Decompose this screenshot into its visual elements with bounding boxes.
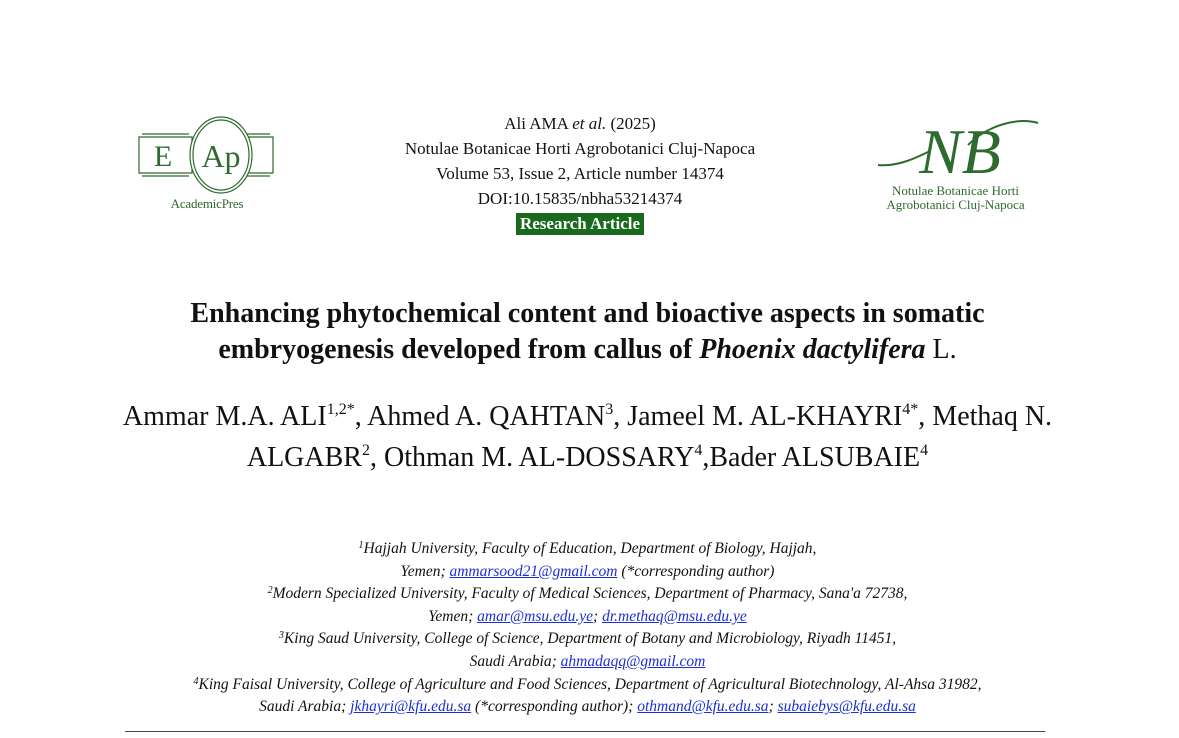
author [367, 401, 613, 432]
logo-letter-e: E [153, 140, 173, 173]
author-name: Bader ALSUBAIE [709, 442, 921, 473]
affiliation-number: 4 [193, 675, 199, 687]
affiliation-number: 3 [278, 630, 284, 642]
article-type-badge: Research Article [516, 213, 644, 235]
author-name: Jameel M. AL-KHAYRI [627, 401, 903, 432]
journal-logo [868, 115, 1043, 215]
author [123, 401, 355, 432]
citation-year: (2025) [610, 114, 656, 133]
email-link[interactable]: dr.methaq@msu.edu.ye [602, 607, 747, 625]
journal-monogram-text: NB [919, 116, 1001, 185]
email-link[interactable]: othmand@kfu.edu.sa [637, 698, 769, 716]
academicpres-emblem [137, 115, 277, 195]
author-affiliation-mark: 4 [694, 442, 703, 459]
author-list: Ammar M.A. $ALI^{1,2*}$, Ahmed A. QAHTAN$^3$, Jameel M. $AL-KHAYRI^{4*}$, Methaq N. ALGABR$^2$, Othman M. AL-DOSSARY$^4$,Bader ALSUBAIE$^4$ [122, 401, 1053, 473]
journal-logo-caption-line1: Notulae Botanicae Horti [891, 183, 1020, 198]
affiliation-country: Saudi Arabia; [259, 698, 351, 716]
species-authority: L. [932, 334, 957, 365]
author-affiliation-mark: 1,2* [326, 401, 355, 418]
author-name: Othman M. AL-DOSSARY [383, 442, 695, 473]
author [627, 401, 918, 432]
volume-info: Volume 53, Issue 2, Article number 14374 [436, 164, 724, 183]
journal-logo-caption-line2: Agrobotanici Cluj-Napoca [886, 197, 1025, 212]
affiliation-list [100, 538, 1075, 719]
author-affiliation-mark: 4* [902, 401, 919, 418]
affiliation-number: 1 [358, 540, 364, 551]
doi: DOI:10.15835/nbha53214374 [477, 189, 683, 208]
affiliation-text: King Saud University, College of Science, Department of Botany and Microbiology, Riyadh 11451, [283, 630, 897, 648]
affiliation-text: Modern Specialized University, Faculty of Medical Sciences, Department of Pharmacy, Sana'a 72738, [272, 585, 908, 603]
header-divider [125, 731, 1045, 732]
academicpres-logo [137, 115, 277, 215]
title-line-1: Enhancing phytochemical content and bioactive aspects in somatic [190, 298, 985, 329]
corresponding-note: (*corresponding author) [617, 562, 775, 580]
affiliation-line [100, 538, 1075, 561]
citation-authors: Ali AMA [504, 114, 568, 133]
affiliation-contact-line [100, 561, 1075, 584]
affiliation-contact-line: Saudi Arabia; jkhayri@kfu.edu.sa (*corresponding author); othmand@kfu.edu.sa; subaiebys@kfu.edu.sa [259, 698, 916, 716]
author-affiliation-mark: 4 [920, 442, 929, 459]
citation-etal: et al. [572, 114, 607, 133]
affiliation-line [100, 674, 1075, 697]
affiliation-text: King Faisal University, College of Agriculture and Food Sciences, Department of Agricultural Biotechnology, Al-Ahsa 31982, [198, 675, 982, 693]
author-name: Ahmed A. QAHTAN [367, 401, 606, 432]
journal-name: Notulae Botanicae Horti Agrobotanici Cluj-Napoca [404, 139, 756, 158]
affiliation-line [100, 583, 1075, 606]
journal-logo-caption [868, 184, 1043, 212]
corresponding-note: (*corresponding author); [471, 698, 638, 716]
species-name: Phoenix dactylifera [699, 334, 926, 365]
author-name: Ammar M.A. ALI [122, 401, 327, 432]
author-name: Methaq N. ALGABR [246, 401, 1053, 473]
email-link[interactable]: subaiebys@kfu.edu.sa [777, 698, 916, 716]
email-link[interactable]: ammarsood21@gmail.com [449, 562, 618, 580]
affiliation-contact-line [100, 651, 1075, 674]
affiliation-contact-line: Yemen; amar@msu.edu.ye; dr.methaq@msu.edu.ye [428, 607, 747, 625]
email-link[interactable]: ahmadaqq@gmail.com [560, 652, 706, 670]
author-affiliation-mark: 3 [605, 401, 614, 418]
title-line-2-text: embryogenesis developed from callus of [218, 334, 693, 365]
affiliation-country: Yemen; [428, 607, 478, 625]
affiliation-country: Saudi Arabia; [469, 652, 561, 670]
email-link[interactable]: jkhayri@kfu.edu.sa [350, 698, 472, 716]
affiliation-text: Hajjah University, Faculty of Education, Department of Biology, Hajjah, [363, 540, 817, 557]
publisher-logo-caption: AcademicPres [170, 196, 244, 211]
citation-line [360, 111, 800, 136]
author-affiliation-mark: 2 [361, 442, 370, 459]
affiliation-number: 2 [267, 585, 273, 597]
affiliation-line [100, 628, 1075, 651]
logo-letters-ap: Ap [201, 138, 241, 174]
title-line-2 [120, 332, 1055, 368]
email-link[interactable]: amar@msu.edu.ye [477, 607, 594, 625]
citation-header [360, 111, 800, 236]
author [709, 442, 928, 473]
journal-monogram [868, 115, 1043, 185]
affiliation-country: Yemen; [400, 562, 450, 580]
paper-title [120, 296, 1055, 368]
author [384, 442, 702, 473]
